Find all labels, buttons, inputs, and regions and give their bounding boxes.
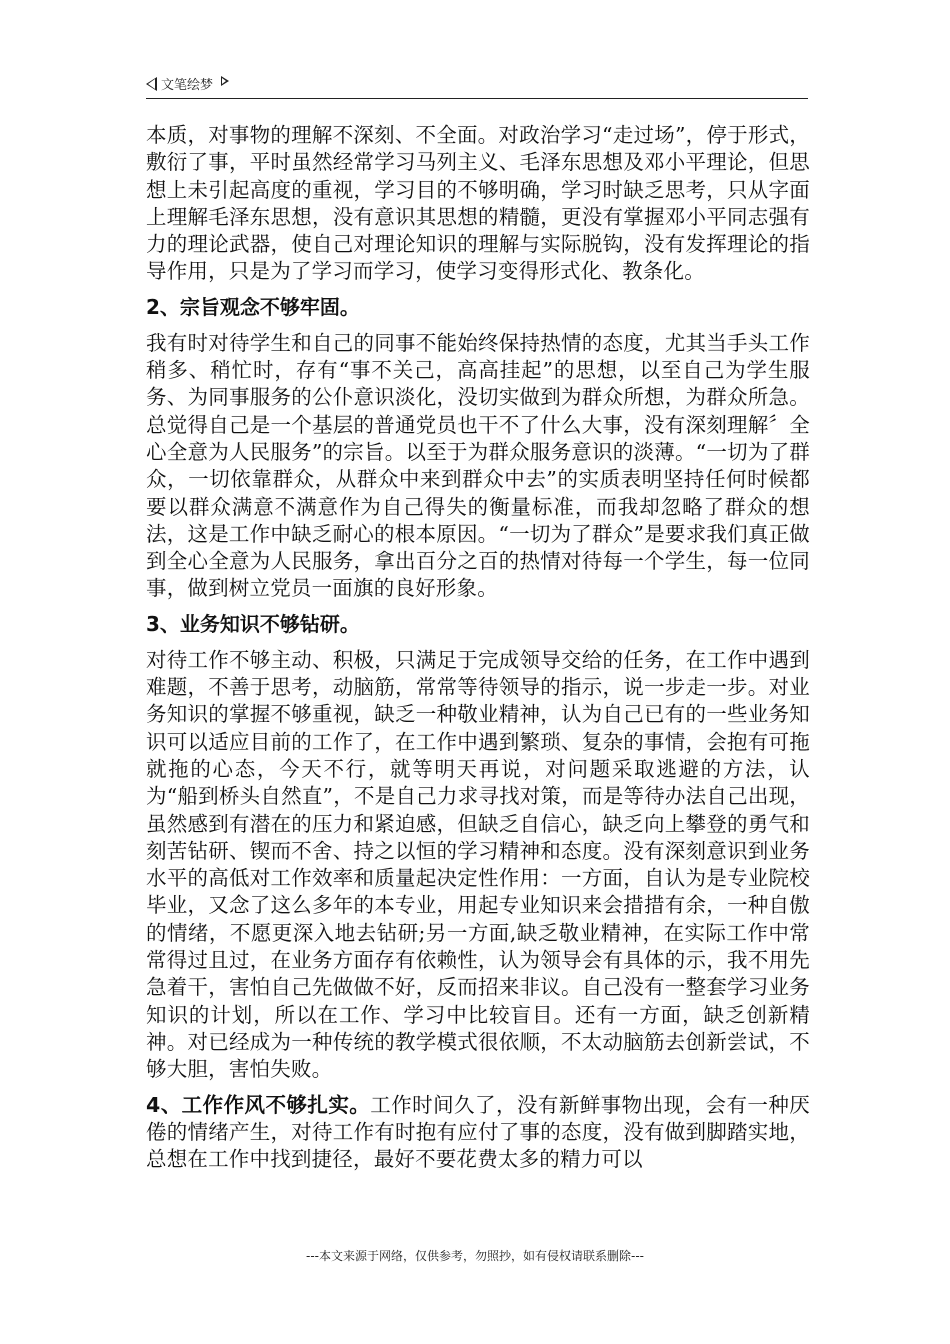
document-body — [146, 122, 810, 1173]
section-heading-3: 3、业务知识不够钻研。 — [146, 611, 360, 636]
paragraph-4-text: 工作时间久了，没有新鲜事物出现，会有一种厌倦的情绪产生，对待工作有时抱有应付了事的态度，没有做到脚踏实地，总想在工作中找到捷径，最好不要花费太多的精力可以 — [146, 1092, 810, 1172]
triangle-left-icon — [146, 77, 157, 91]
page-footer: ---本文来源于网络，仅供参考，勿照抄，如有侵权请联系删除--- — [306, 1249, 644, 1263]
header-logo — [146, 74, 229, 93]
page-header — [146, 74, 808, 99]
paragraph-3: 对待工作不够主动、积极，只满足于完成领导交给的任务，在工作中遇到难题，不善于思考，动脑筋，常常等待领导的指示，说一步走一步。对业务知识的掌握不够重视，缺乏一种敬业精神，认为自己已有的一些业务知识可以适应目前的工作了，在工作中遇到繁琐、复杂的事情，会抱有可拖就拖的心态，今天不行，就等明天再说，对问题采取逃避的方法，认为“船到桥头自然直”，不是自己力求寻找对策，而是等待办法自己出现，虽然感到有潜在的压力和紧迫感，但缺乏自信心，缺乏向上攀登的勇气和刻苦钻研、锲而不舍、持之以恒的学习精神和态度。没有深刻意识到业务水平的高低对工作效率和质量起决定性作用：一方面，自认为是专业院校毕业，又念了这么多年的本专业，用起专业知识来会措措有余，一种自傲的情绪，不愿更深入地去钻研;另一方面,缺乏敬业精神，在实际工作中常常得过且过，在业务方面存有依赖性，认为领导会有具体的示，我不用先急着干，害怕自己先做做不好，反而招来非议。自己没有一整套学习业务知识的计划，所以在工作、学习中比较盲目。还有一方面，缺乏创新精神。对已经成为一种传统的教学模式很依顺，不太动脑筋去创新尝试，不够大胆，害怕失败。 — [146, 647, 810, 1082]
triangle-right-icon — [221, 76, 229, 86]
paragraph-2: 我有时对待学生和自己的同事不能始终保持热情的态度，尤其当手头工作稍多、稍忙时，存有“事不关己，高高挂起”的思想，以至自己为学生服务、为同事服务的公仆意识淡化，没切实做到为群众所想，为群众所急。总觉得自己是一个基层的普通党员也干不了什么大事，没有深刻理解〞全心全意为人民服务”的宗旨。以至于为群众服务意识的淡薄。“一切为了群众，一切依靠群众，从群众中来到群众中去”的实质表明坚持任何时候都要以群众满意不满意作为自己得失的衡量标准，而我却忽略了群众的想法，这是工作中缺乏耐心的根本原因。“一切为了群众”是要求我们真正做到全心全意为人民服务，拿出百分之百的热情对待每一个学生，每一位同事，做到树立党员一面旗的良好形象。 — [146, 330, 810, 601]
paragraph-4 — [146, 1092, 810, 1174]
section-heading-4: 4、工作作风不够扎实。 — [146, 1092, 371, 1117]
header-logo-text: 文笔绘梦 — [161, 78, 214, 93]
section-heading-2: 2、宗旨观念不够牢固。 — [146, 294, 360, 319]
paragraph-1: 本质，对事物的理解不深刻、不全面。对政治学习“走过场”，停于形式，敷衍了事，平时虽然经常学习马列主义、毛泽东思想及邓小平理论，但思想上未引起高度的重视，学习目的不够明确，学习时缺乏思考，只从字面上理解毛泽东思想，没有意识其思想的精髓，更没有掌握邓小平同志强有力的理论武器，使自己对理论知识的理解与实际脱钩，没有发挥理论的指导作用，只是为了学习而学习，使学习变得形式化、教条化。 — [146, 123, 810, 284]
